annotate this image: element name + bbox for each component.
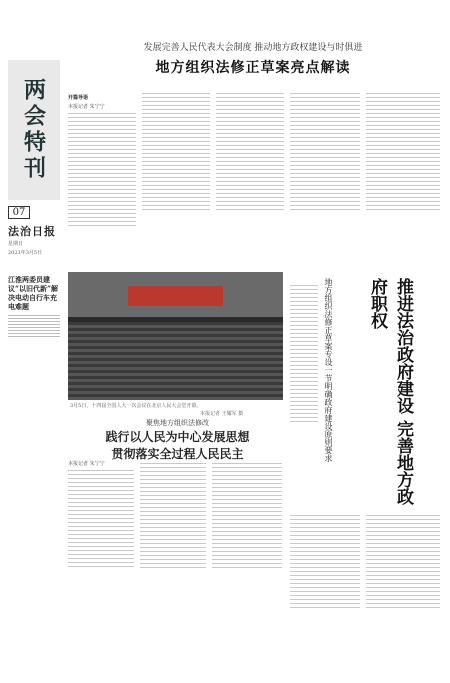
- article2-col2: [140, 460, 206, 571]
- photo-caption: 3月5日，十四届全国人大一次会议在北京人民大会堂开幕。: [70, 403, 202, 409]
- left-section-label: 开篇导语: [68, 95, 89, 101]
- article2-title-1: 践行以人民为中心发展思想: [105, 430, 250, 444]
- article3-header: [318, 278, 438, 508]
- byline-2: 本报记者 朱宁宁: [68, 461, 105, 467]
- byline: 本报记者 朱宁宁: [68, 104, 105, 110]
- feature-title: 江淮两委员建议“以旧代新”解决电动自行车充电难题: [8, 275, 59, 311]
- article3-col2: [290, 512, 360, 611]
- date-line-2: 2023年3月5日: [8, 250, 43, 256]
- article1-col2: [142, 90, 210, 213]
- sidebar: [8, 60, 60, 675]
- page-header: [64, 40, 442, 77]
- article2-header: [70, 418, 285, 462]
- section-title-box: [8, 60, 60, 200]
- paper-name: 法治日报: [8, 225, 56, 238]
- page-number: 07: [8, 206, 30, 219]
- congress-photo: [68, 272, 283, 400]
- header-main-title: 地方组织法修正草案亮点解读: [155, 60, 351, 76]
- article2-col3: [212, 460, 282, 571]
- article1-col1: [68, 90, 136, 229]
- photo-credit: 本报记者 王耀军 摄: [200, 411, 244, 417]
- article1-col4: [290, 90, 360, 213]
- photo-banner: [128, 286, 223, 306]
- article3-col3: [366, 512, 440, 611]
- article1-col3: [216, 90, 284, 213]
- feature-text-lines: [8, 315, 60, 337]
- article2-kicker: 聚焦地方组织法修改: [146, 419, 209, 427]
- section-title: 两会特刊: [20, 78, 47, 182]
- article3-col1: [290, 282, 318, 425]
- article3-kicker: 地方组织法修正草案专设一节明确政府建设原则要求: [324, 278, 333, 462]
- article1-col5: [366, 90, 440, 213]
- photo-seating: [68, 322, 283, 400]
- article2-title-2: 贯彻落实全过程人民民主: [111, 447, 244, 461]
- date-line-1: 星期日: [8, 241, 24, 247]
- article2-col1: [68, 460, 134, 570]
- article3-title: 推进法治政府建设 完善地方政府职权: [367, 278, 413, 505]
- header-kicker: 发展完善人民代表大会制度 推动地方政权建设与时俱进: [143, 43, 363, 53]
